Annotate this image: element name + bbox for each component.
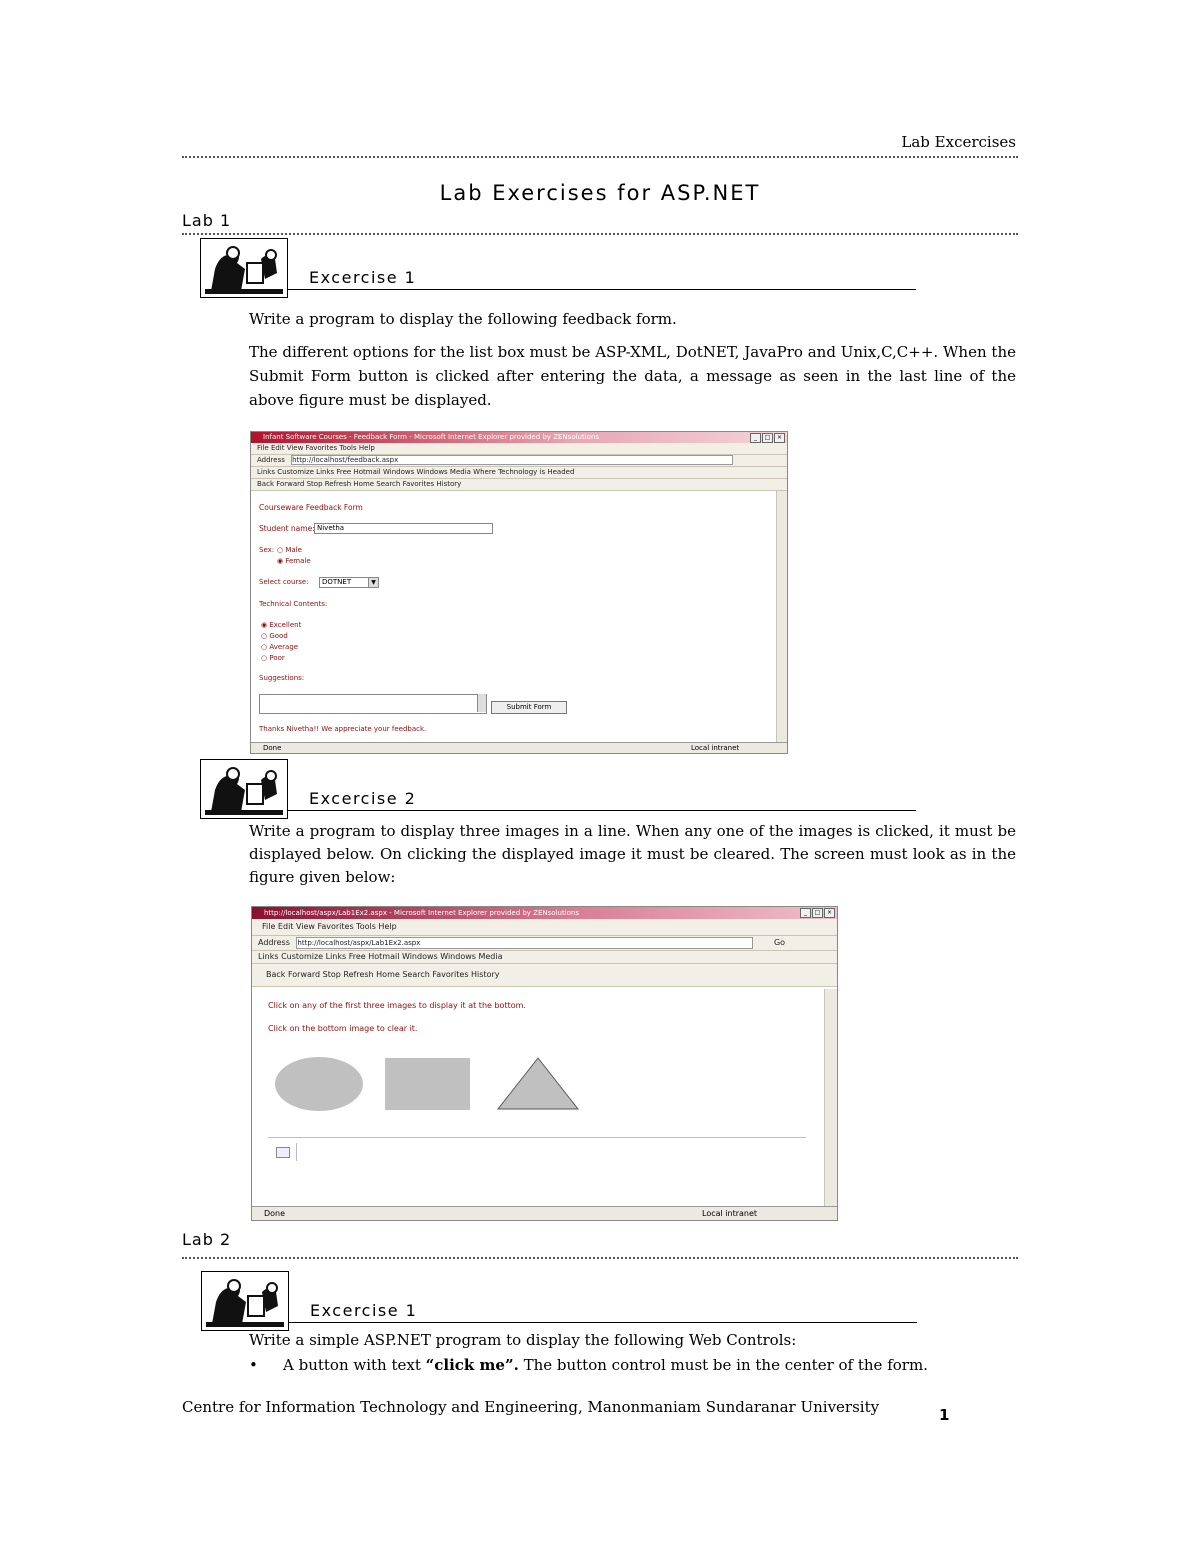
ie-title-bar: Infant Software Courses - Feedback Form - Microsoft Internet Explorer provided by ZENsolutions xyxy=(251,432,787,443)
document-title: Lab Exercises for ASP.NET xyxy=(439,181,761,205)
course-label: Select course: xyxy=(259,578,309,586)
page-scrollbar xyxy=(824,989,837,1206)
rating-options xyxy=(261,620,301,664)
minimize-icon: _ xyxy=(750,433,761,443)
technical-contents-label: Technical Contents: xyxy=(259,600,328,608)
go-button: Go xyxy=(773,938,786,947)
image-placeholder-divider xyxy=(296,1143,297,1161)
ie-status-bar xyxy=(252,1206,837,1220)
broken-image-icon xyxy=(276,1147,290,1158)
instruction-line-1: Click on any of the first three images to display it at the bottom. xyxy=(268,1001,526,1010)
exercise-reading-icon xyxy=(200,238,288,298)
lab-2-bullet-item xyxy=(249,1356,928,1374)
lab-2-divider xyxy=(182,1257,1018,1259)
rating-option: ○ Average xyxy=(261,643,299,651)
status-done: Done xyxy=(263,744,282,752)
textarea-scrollbar xyxy=(477,694,486,712)
address-input: http://localhost/aspx/Lab1Ex2.aspx xyxy=(296,937,753,949)
ie-links-bar: Links Customize Links Free Hotmail Windows Windows Media xyxy=(252,951,837,964)
lab-1-divider xyxy=(182,233,1018,235)
close-icon: × xyxy=(824,908,835,918)
status-done: Done xyxy=(264,1209,286,1218)
content-divider xyxy=(268,1137,806,1138)
shapes-row xyxy=(272,1055,582,1113)
feedback-form-screenshot xyxy=(250,431,788,754)
radio-male: ○ Male xyxy=(277,546,302,554)
window-controls xyxy=(750,433,785,443)
ie-toolbar: Back Forward Stop Refresh Home Search Favorites History xyxy=(252,964,837,987)
exercise-1-rule xyxy=(288,289,916,290)
exercise-2-body xyxy=(249,820,1016,898)
rating-option-label: Poor xyxy=(269,654,285,662)
bullet-text-suffix: The button control must be in the center of the form. xyxy=(518,1356,928,1374)
bullet-icon: • xyxy=(249,1356,258,1374)
form-heading: Courseware Feedback Form xyxy=(259,503,363,512)
exercise-1-paragraph-2: The different options for the list box must be ASP-XML, DotNET, JavaPro and Unix,C,C++. When the Submit Form button is clicked after entering the data, a message as seen in the last line of the above figure must be displayed. xyxy=(249,343,1016,409)
exercise-2-heading: Excercise 2 xyxy=(309,789,417,808)
ie-links-bar: Links Customize Links Free Hotmail Windows Windows Media Where Technology is Headed xyxy=(251,467,787,479)
exercise-reading-icon xyxy=(200,759,288,819)
rating-option-label: Good xyxy=(269,632,288,640)
thank-you-message: Thanks Nivetha!! We appreciate your feedback. xyxy=(259,725,427,733)
maximize-icon: □ xyxy=(812,908,823,918)
radio-female-label: Female xyxy=(285,557,311,565)
bullet-text-prefix: A button with text xyxy=(283,1356,426,1374)
radio-male-label: Male xyxy=(285,546,302,554)
address-input: http://localhost/feedback.aspx xyxy=(291,455,733,465)
lab-2-exercise-1-rule xyxy=(289,1322,917,1323)
rating-option-label: Excellent xyxy=(269,621,302,629)
bullet-text-bold: “click me”. xyxy=(425,1356,519,1374)
exercise-reading-icon xyxy=(201,1271,289,1331)
name-input: Nivetha xyxy=(314,523,493,534)
status-zone: Local intranet xyxy=(702,1209,758,1218)
exercise-2-rule xyxy=(288,810,916,811)
submit-form-button: Submit Form xyxy=(491,701,567,714)
ie-title-bar: http://localhost/aspx/Lab1Ex2.aspx - Microsoft Internet Explorer provided by ZENsolutions xyxy=(252,907,837,919)
name-label: Student name: xyxy=(259,524,315,533)
address-label: Address xyxy=(258,938,290,947)
images-screenshot xyxy=(251,906,838,1221)
ie-menu-bar: File Edit View Favorites Tools Help xyxy=(251,443,787,455)
ie-status-bar xyxy=(251,742,787,753)
window-controls xyxy=(800,908,835,918)
triangle-image xyxy=(498,1058,578,1109)
ie-toolbar: Back Forward Stop Refresh Home Search Favorites History xyxy=(251,479,787,491)
lab-2-heading: Lab 2 xyxy=(182,1230,232,1249)
page-number: 1 xyxy=(939,1406,950,1424)
lab-2-exercise-1-paragraph: Write a simple ASP.NET program to display the following Web Controls: xyxy=(249,1331,797,1349)
status-zone: Local intranet xyxy=(691,744,740,752)
suggestions-textarea xyxy=(259,694,487,714)
sex-label: Sex: xyxy=(259,546,275,554)
exercise-1-heading: Excercise 1 xyxy=(309,268,417,287)
rating-option-label: Average xyxy=(269,643,299,651)
page-scrollbar xyxy=(776,491,787,742)
exercise-2-paragraph: Write a program to display three images in a line. When any one of the images is clicked, it must be displayed below. On clicking the displayed image it must be cleared. The screen must look as in the figure given below: xyxy=(249,822,1016,886)
minimize-icon: _ xyxy=(800,908,811,918)
rating-option: ○ Good xyxy=(261,632,288,640)
rating-option: ○ Poor xyxy=(261,654,285,662)
rectangle-image xyxy=(385,1058,470,1110)
running-header: Lab Excercises xyxy=(901,133,1016,151)
exercise-1-body xyxy=(249,307,1016,421)
course-select xyxy=(319,577,379,588)
rating-option: ◉ Excellent xyxy=(261,621,302,629)
course-select-value: DOTNET xyxy=(322,578,352,586)
instruction-line-2: Click on the bottom image to clear it. xyxy=(268,1024,418,1033)
close-icon: × xyxy=(774,433,785,443)
radio-female: ◉ Female xyxy=(277,557,311,565)
ie-address-bar xyxy=(252,936,837,951)
header-divider xyxy=(182,156,1018,158)
footer-text: Centre for Information Technology and Engineering, Manonmaniam Sundaranar University xyxy=(182,1398,880,1416)
ie-address-bar xyxy=(251,455,787,467)
lab-1-heading: Lab 1 xyxy=(182,211,232,230)
suggestions-label: Suggestions: xyxy=(259,674,305,682)
lab-2-exercise-1-heading: Excercise 1 xyxy=(310,1301,418,1320)
exercise-1-paragraph-1: Write a program to display the following feedback form. xyxy=(249,310,677,328)
ellipse-image xyxy=(275,1057,363,1111)
chevron-down-icon: ▼ xyxy=(368,578,378,587)
address-label: Address xyxy=(257,456,285,464)
maximize-icon: □ xyxy=(762,433,773,443)
ie-menu-bar: File Edit View Favorites Tools Help xyxy=(252,919,837,936)
